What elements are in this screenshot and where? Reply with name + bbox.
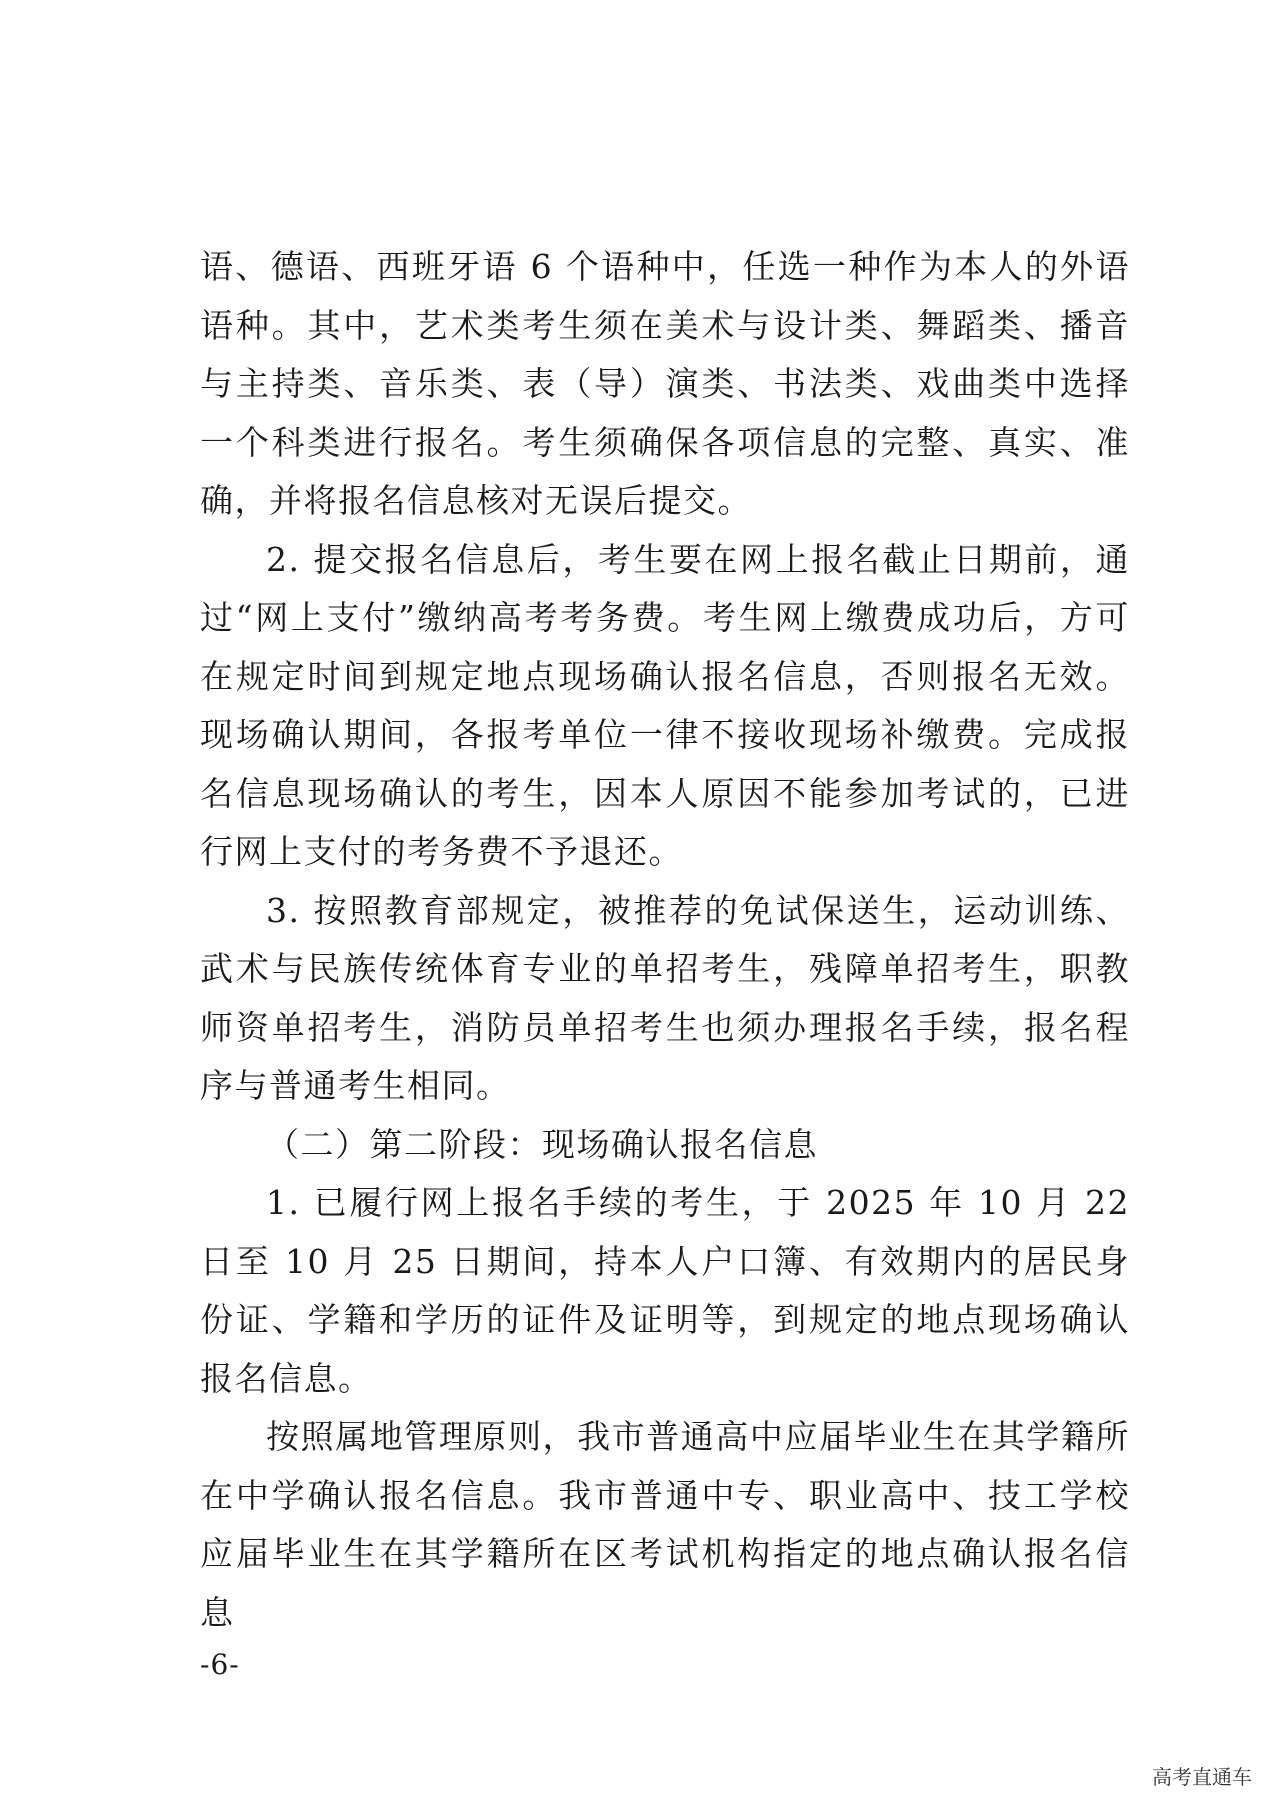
paragraph-item-3: 3. 按照教育部规定，被推荐的免试保送生，运动训练、武术与民族传统体育专业的单招考生，残障单招考生，职教师资单招考生，消防员单招考生也须办理报名手续，报名程序与普通考生相同。 bbox=[200, 890, 1130, 1105]
paragraph-item-2: 2. 提交报名信息后，考生要在网上报名截止日期前，通过“网上支付”缴纳高考考务费。考生网上缴费成功后，方可在规定时间到规定地点现场确认报名信息，否则报名无效。现场确认期间，各报考单位一律不接收现场补缴费。完成报名信息现场确认的考生，因本人原因不能参加考试的，已进行网上支付的考务费不予退还。 bbox=[200, 539, 1130, 871]
section-heading-stage-two: （二）第二阶段：现场确认报名信息 bbox=[266, 1124, 818, 1164]
watermark-label: 高考直通车 bbox=[1146, 1759, 1258, 1792]
paragraph-stage-two-item-1: 1. 已履行网上报名手续的考生，于 2025 年 10 月 22 日至 10 月 25 日期间，持本人户口簿、有效期内的居民身份证、学籍和学历的证件及证明等，到规定的地点现场确认报名信息。 bbox=[200, 1183, 1130, 1398]
paragraph-continued: 语、德语、西班牙语 6 个语种中，任选一种作为本人的外语语种。其中，艺术类考生须在美术与设计类、舞蹈类、播音与主持类、音乐类、表（导）演类、书法类、戏曲类中选择一个科类进行报名。考生须确保各项信息的完整、真实、准确，并将报名信息核对无误后提交。 bbox=[200, 247, 1130, 520]
document-body bbox=[200, 238, 1130, 1642]
page-number: -6- bbox=[200, 1648, 240, 1681]
paragraph-local-management: 按照属地管理原则，我市普通高中应届毕业生在其学籍所在中学确认报名信息。我市普通中专、职业高中、技工学校应届毕业生在其学籍所在区考试机构指定的地点确认报名信息 bbox=[200, 1417, 1130, 1632]
